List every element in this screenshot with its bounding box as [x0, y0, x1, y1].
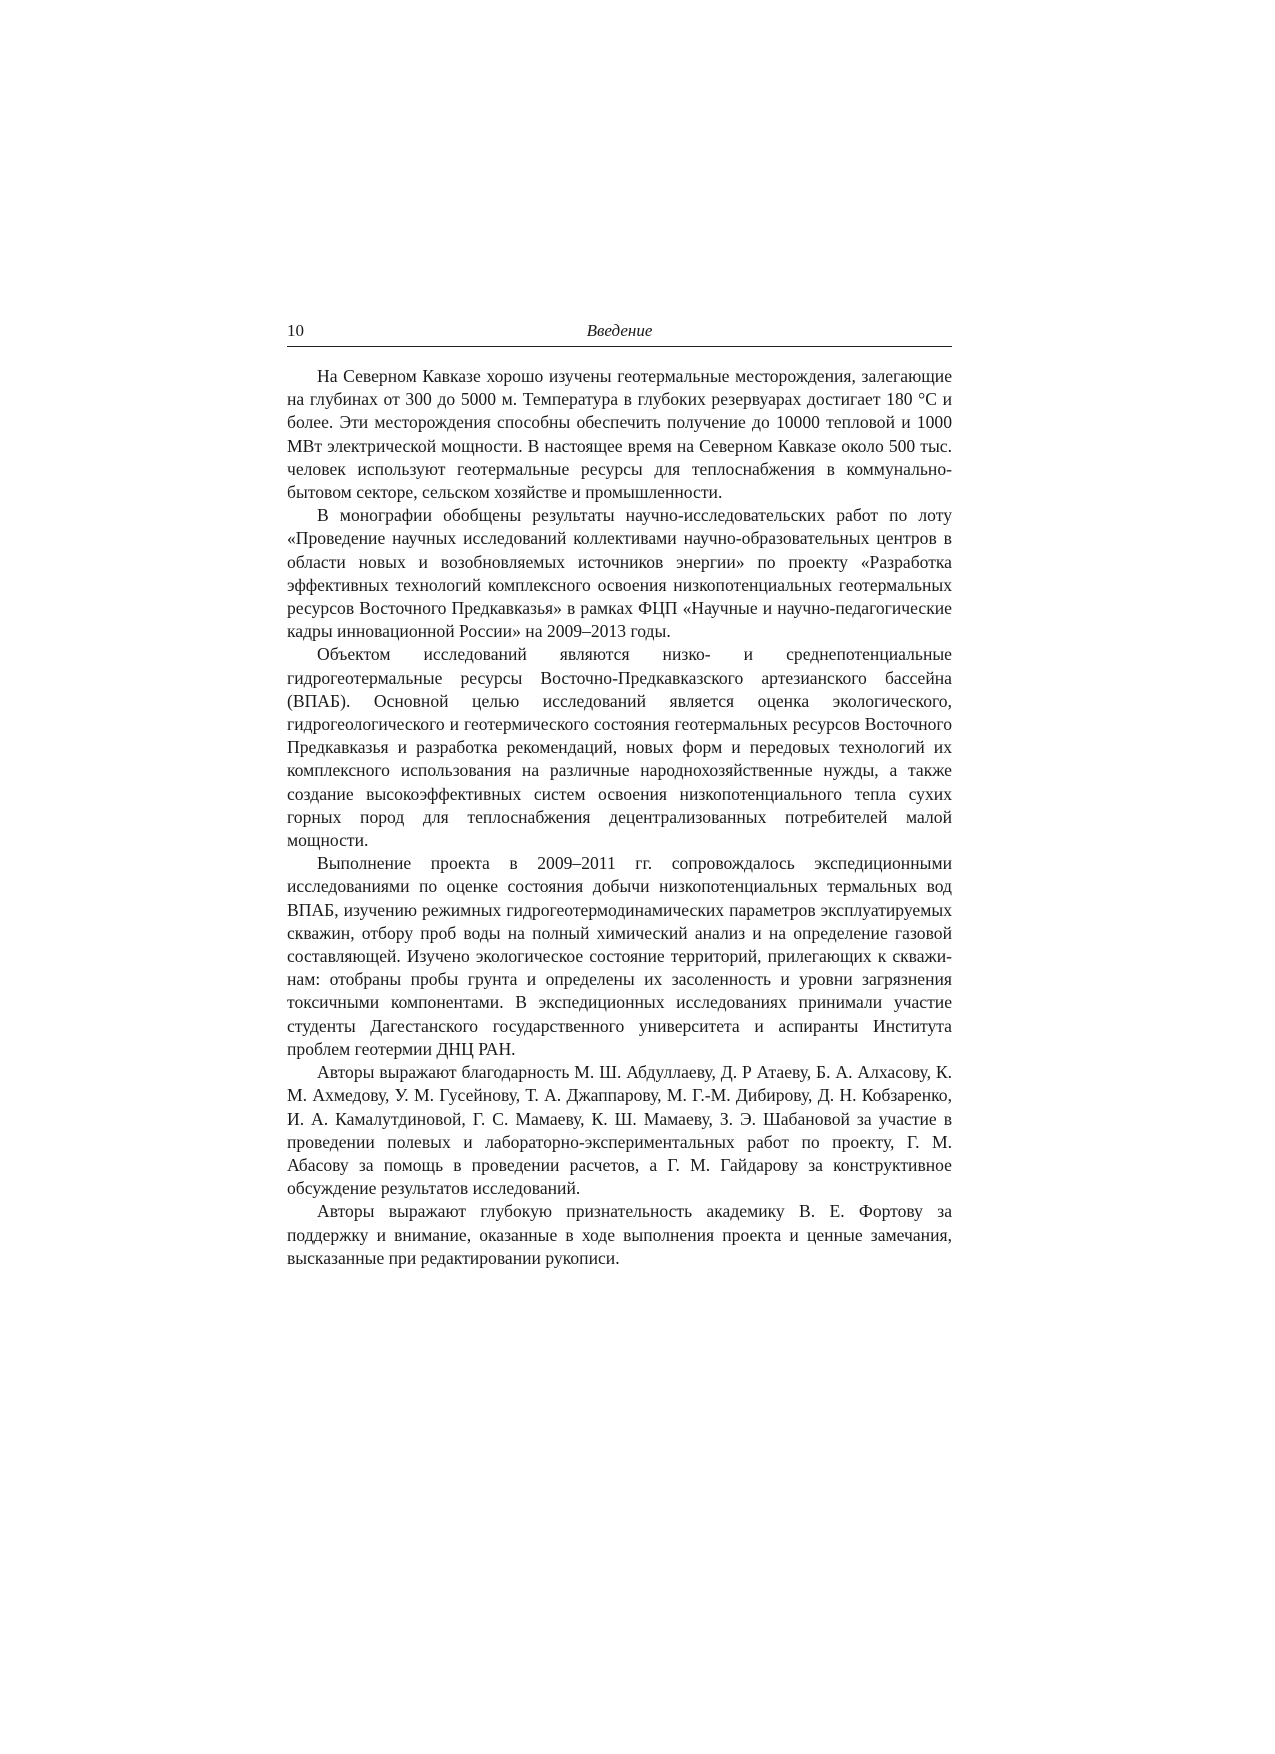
paragraph-acknowledgements: Авторы выражают благодарность М. Ш. Абдуллаеву, Д. Р Атаеву, Б. А. Алхасову, К. М. Ахмедову, У. М. Гусейнову, Т. А. Джаппарову, М. Г.-М. Дибирову, Д. Н. Кобзаренко, И. А. Камалутдиновой, Г. С. Мамаеву, К. Ш. Мамаеву, З. Э. Шабановой за участие в проведении полевых и лабораторно-экспериментальных работ по проекту, Г. М. Абасову за помощь в проведении расчетов, а Г. М. Гайдарову за конструктивное обсуждение результатов исследований. [287, 1062, 952, 1199]
paragraph-intro: На Северном Кавказе хорошо изучены геотермальные месторождения, залегающие на глубинах от 300 до 5000 м. Температура в глубоких резервуарах достигает 180 °С и более. Эти месторождения способны обеспечить получение до 10000 тепловой и 1000 МВт электрической мощности. В настоящее время на Северном Кавказе около 500 тыс. человек используют геотермальные ресурсы для теплоснабжения в коммунально-бытовом секторе, сельском хозяйстве и промышленности. [287, 366, 952, 503]
paragraph-monograph: В монографии обобщены результаты научно-исследовательских работ по лоту «Проведение научных исследований коллективами научно-образовательных центров в области новых и возобновляемых источников энергии» по проекту «Разработка эффективных технологий комплексного освоения низкопотенциальных геотермальных ресурсов Восточного Предкавказья» в рамках ФЦП «Научные и научно-педагогические кадры инновационной России» на 2009–2013 годы. [287, 505, 952, 642]
book-page [287, 318, 952, 1270]
paragraph-gratitude: Авторы выражают глубокую признательность академику В. Е. Фортову за поддержку и внимание, оказанные в ходе выполнения проекта и ценные замечания, высказанные при редактировании рукописи. [287, 1201, 952, 1268]
section-title: Введение [586, 321, 653, 340]
page-number: 10 [287, 321, 304, 340]
paragraph-object: Объектом исследований являются низко- и среднепотенциальные гидрогеотермальные ресурсы Восточно-Предкавказского артезианского бассейна (ВПАБ). Основной целью исследований является оценка экологического, гидрогеологического и геотермического состояния геотермальных ресурсов Восточного Предкавказья и разработка рекомендаций, новых форм и передовых технологий их комплексного использования на различные народнохозяйственные нужды, а также создание высокоэффективных систем освоения низкопотенциального тепла сухих горных пород для теплоснабжения децентрализованных потребителей малой мощности. [287, 644, 952, 851]
body-text [287, 365, 952, 1270]
paragraph-project: Выполнение проекта в 2009–2011 гг. сопровождалось экспедиционными исследованиями по оценке состояния добычи низкопотенциальных термальных вод ВПАБ, изучению режимных гидрогеотермодинамических параметров эксплуатируемых скважин, отбору проб воды на полный химический анализ и на определение газовой составляющей. Изучено экологическое состояние территорий, прилегающих к скважинам: отобраны пробы грунта и определены их засоленность и уровни загрязнения токсичными компонентами. В экспедиционных исследованиях принимали участие студенты Дагестанского государственного университета и аспиранты Института проблем геотермии ДНЦ РАН. [287, 853, 952, 1059]
running-head [287, 318, 952, 347]
